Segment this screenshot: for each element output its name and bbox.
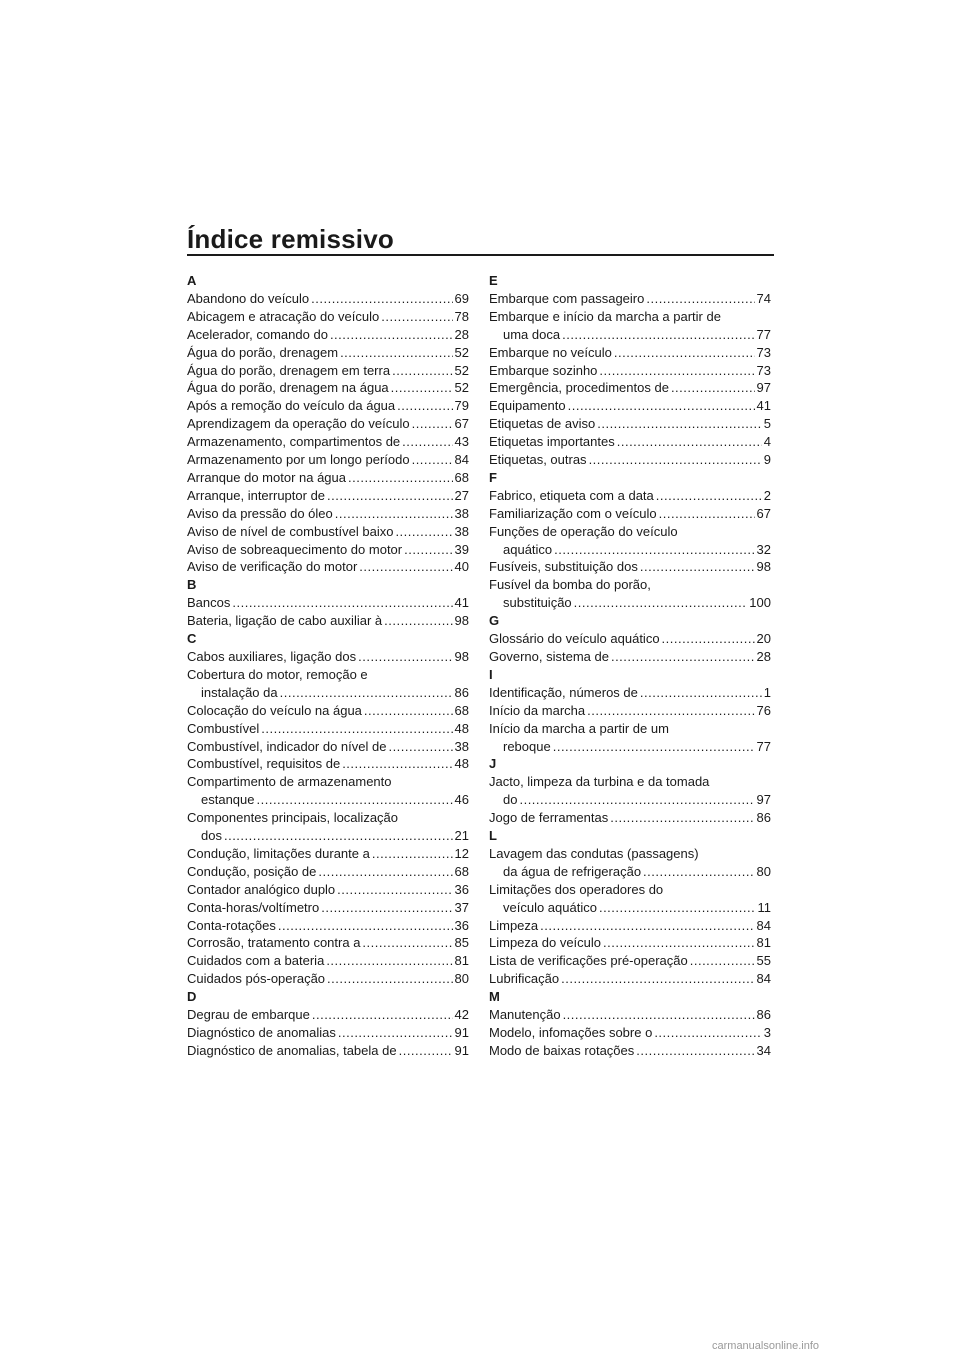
index-entry xyxy=(187,451,469,469)
index-entry-page: 81 xyxy=(454,953,469,969)
index-entry-page: 41 xyxy=(454,595,469,611)
index-entry-text: Diagnóstico de anomalias xyxy=(187,1025,336,1040)
index-entry-text: Bateria, ligação de cabo auxiliar à xyxy=(187,613,383,629)
index-entry-text: Condução, posição de xyxy=(187,863,317,879)
index-entry-text: reboque xyxy=(503,738,551,754)
index-entry xyxy=(187,899,469,917)
index-letter-heading: L xyxy=(489,828,497,844)
index-letter-heading: G xyxy=(489,613,500,629)
index-entry-page: 37 xyxy=(454,899,469,915)
index-entry xyxy=(489,558,771,576)
dot-leader xyxy=(327,970,452,988)
index-entry-text: Cuidados pós-operação xyxy=(187,971,326,987)
index-entry-page: 28 xyxy=(454,326,469,342)
index-letter-heading: I xyxy=(489,666,493,682)
index-entry-text: Cuidados com a bateria xyxy=(187,953,325,969)
index-entry-page: 97 xyxy=(756,792,771,808)
index-entry-text: Fabrico, etiqueta com a data xyxy=(489,487,654,503)
index-entry-text: Abandono do veículo xyxy=(187,290,310,306)
index-entry-text: Limpeza do veículo xyxy=(489,935,602,951)
index-entry-page: 39 xyxy=(454,541,469,557)
index-entry-page: 38 xyxy=(454,505,469,521)
dot-leader xyxy=(640,684,762,702)
index-entry xyxy=(489,1042,771,1060)
index-entry xyxy=(489,630,771,648)
dot-leader xyxy=(335,505,453,523)
index-entry xyxy=(187,290,469,308)
index-entry-text: Arranque do motor na água xyxy=(187,469,346,485)
dot-leader xyxy=(662,630,755,648)
dot-leader xyxy=(327,487,453,505)
index-entry-page: 100 xyxy=(749,595,771,611)
index-entry-text: Início da marcha a partir de um xyxy=(489,720,669,736)
index-entry xyxy=(187,362,469,380)
index-column-right xyxy=(489,272,771,1060)
index-entry-text: Etiquetas, outras xyxy=(489,452,587,468)
index-entry xyxy=(187,469,469,487)
dot-leader xyxy=(358,648,452,666)
index-entry xyxy=(489,487,771,505)
index-entry-text: Água do porão, drenagem xyxy=(187,344,339,360)
index-entry-page: 98 xyxy=(756,559,771,575)
dot-leader xyxy=(562,326,754,344)
index-entry-page: 55 xyxy=(756,953,771,969)
index-entry-text: Degrau de embarque xyxy=(187,1007,310,1023)
dot-leader xyxy=(359,558,452,576)
index-entry-text: Aviso de verificação do motor xyxy=(187,559,358,575)
index-entry xyxy=(489,576,771,612)
index-entry-page: 42 xyxy=(454,1007,469,1023)
index-entry-text: Aviso de nível de combustível baixo xyxy=(187,523,394,539)
index-entry-page: 36 xyxy=(454,917,469,933)
dot-leader xyxy=(338,1024,453,1042)
dot-leader xyxy=(656,487,762,505)
index-entry-text: Após a remoção do veículo da água xyxy=(187,398,396,414)
index-entry-page: 40 xyxy=(454,559,469,575)
index-entry-page: 91 xyxy=(454,1042,469,1058)
index-entry-page: 80 xyxy=(756,863,771,879)
index-entry-text: Início da marcha xyxy=(489,702,586,718)
index-entry-text: Cobertura do motor, remoção e xyxy=(187,666,368,682)
index-entry-text: Lavagem das condutas (passagens) xyxy=(489,845,699,861)
index-entry-text: Abicagem e atracação do veículo xyxy=(187,308,380,324)
dot-leader xyxy=(603,934,755,952)
dot-leader xyxy=(381,308,452,326)
index-entry xyxy=(187,415,469,433)
index-entry-text: instalação da xyxy=(201,684,278,700)
dot-leader xyxy=(690,952,755,970)
dot-leader xyxy=(362,934,452,952)
dot-leader xyxy=(636,1042,754,1060)
index-entry-text: Componentes principais, localização xyxy=(187,810,399,826)
index-entry xyxy=(187,541,469,559)
index-entry-page: 98 xyxy=(454,648,469,664)
index-entry-page: 5 xyxy=(763,416,771,432)
index-entry-page: 73 xyxy=(756,362,771,378)
index-entry xyxy=(489,397,771,415)
index-entry-page: 36 xyxy=(454,881,469,897)
index-entry xyxy=(489,308,771,344)
dot-leader xyxy=(553,738,755,756)
index-entry xyxy=(489,809,771,827)
index-entry-page: 85 xyxy=(454,935,469,951)
dot-leader xyxy=(391,379,453,397)
index-entry-page: 68 xyxy=(454,702,469,718)
index-entry xyxy=(489,433,771,451)
index-entry-text: Familiarização com o veículo xyxy=(489,505,657,521)
index-entry-text: Conta-horas/voltímetro xyxy=(187,899,320,915)
index-entry-page: 79 xyxy=(454,398,469,414)
index-entry-text: substituição xyxy=(503,595,572,611)
dot-leader xyxy=(337,881,452,899)
index-entry-text: Compartimento de armazenamento xyxy=(187,774,392,790)
index-entry-text: Emergência, procedimentos de xyxy=(489,380,669,396)
index-entry-text: Equipamento xyxy=(489,398,566,414)
index-letter-heading: A xyxy=(187,273,197,288)
dot-leader xyxy=(599,362,754,380)
index-entry-text: Limitações dos operadores do xyxy=(489,881,664,897)
index-entry-text: Armazenamento por um longo período xyxy=(187,452,410,468)
dot-leader xyxy=(397,397,452,415)
index-entry xyxy=(187,648,469,666)
index-entry-page: 34 xyxy=(756,1042,771,1058)
dot-leader xyxy=(392,362,452,380)
dot-leader xyxy=(388,738,452,756)
index-entry-page: 69 xyxy=(454,290,469,306)
index-entry-text: Acelerador, comando do xyxy=(187,326,328,342)
index-entry xyxy=(489,505,771,523)
dot-leader xyxy=(659,505,755,523)
index-entry xyxy=(489,684,771,702)
index-entry xyxy=(187,738,469,756)
index-entry xyxy=(187,397,469,415)
dot-leader xyxy=(404,541,452,559)
dot-leader xyxy=(597,415,762,433)
dot-leader xyxy=(589,451,762,469)
index-entry-text: Etiquetas importantes xyxy=(489,434,615,450)
dot-leader xyxy=(554,541,754,559)
index-entry xyxy=(187,809,469,845)
index-entry-text: Embarque com passageiro xyxy=(489,290,645,306)
index-entry-page: 74 xyxy=(756,290,771,306)
index-entry-page: 78 xyxy=(454,308,469,324)
dot-leader xyxy=(561,970,754,988)
index-entry-text: dos xyxy=(201,828,222,844)
index-entry-text: Combustível xyxy=(187,720,260,736)
index-entry xyxy=(489,720,771,756)
index-entry-text: Glossário do veículo aquático xyxy=(489,631,660,647)
index-entry-page: 3 xyxy=(763,1024,771,1040)
index-entry-text: Conta-rotações xyxy=(187,917,276,933)
dot-leader xyxy=(348,469,453,487)
dot-leader xyxy=(321,899,452,917)
index-entry-text: Diagnóstico de anomalias, tabela de xyxy=(187,1042,397,1058)
index-entry-text: do xyxy=(503,792,518,808)
index-letter-heading: M xyxy=(489,989,500,1005)
watermark: carmanualsonline.info xyxy=(712,1340,820,1352)
index-entry-text: Funções de operação do veículo xyxy=(489,523,678,539)
dot-leader xyxy=(654,1024,761,1042)
index-entry-page: 86 xyxy=(454,684,469,700)
index-entry-page: 67 xyxy=(756,505,771,521)
dot-leader xyxy=(342,755,452,773)
index-entry-page: 38 xyxy=(454,738,469,754)
dot-leader xyxy=(372,845,453,863)
index-letter-heading: C xyxy=(187,631,197,647)
index-entry-text: Aviso da pressão do óleo xyxy=(187,505,333,521)
index-entry xyxy=(489,523,771,559)
index-entry-page: 11 xyxy=(757,899,771,915)
index-entry-text: Jacto, limpeza da turbina e da tomada xyxy=(489,774,710,790)
dot-leader xyxy=(563,1006,755,1024)
dot-leader xyxy=(330,326,453,344)
index-entry-page: 97 xyxy=(756,380,771,396)
index-entry-text: Cabos auxiliares, ligação dos xyxy=(187,648,357,664)
dot-leader xyxy=(412,451,453,469)
index-entry xyxy=(489,970,771,988)
index-entry xyxy=(489,952,771,970)
dot-leader xyxy=(610,809,754,827)
index-entry-text: Limpeza xyxy=(489,917,539,933)
index-entry-page: 98 xyxy=(454,613,469,629)
index-entry-page: 28 xyxy=(756,648,771,664)
index-letter-heading: J xyxy=(489,756,497,772)
index-entry xyxy=(187,379,469,397)
index-entry-text: Combustível, requisitos de xyxy=(187,756,341,772)
index-entry xyxy=(489,881,771,917)
dot-leader xyxy=(384,612,452,630)
title-rule xyxy=(187,254,774,256)
dot-leader xyxy=(617,433,762,451)
index-entry-page: 46 xyxy=(454,792,469,808)
index-entry xyxy=(489,845,771,881)
index-entry-page: 80 xyxy=(454,971,469,987)
dot-leader xyxy=(261,720,452,738)
index-entry-page: 52 xyxy=(454,380,469,396)
index-entry xyxy=(187,755,469,773)
dot-leader xyxy=(519,791,754,809)
index-entry xyxy=(187,487,469,505)
index-entry xyxy=(489,917,771,935)
dot-leader xyxy=(640,558,755,576)
dot-leader xyxy=(611,648,755,666)
index-entry-page: 27 xyxy=(454,487,469,503)
index-entry xyxy=(187,720,469,738)
index-entry-text: Condução, limitações durante a xyxy=(187,845,370,861)
index-entry-page: 68 xyxy=(454,863,469,879)
index-entry-page: 84 xyxy=(756,917,771,933)
index-letter-heading: D xyxy=(187,989,197,1005)
dot-leader xyxy=(257,791,453,809)
index-entry-text: Etiquetas de aviso xyxy=(489,416,596,432)
dot-leader xyxy=(614,344,755,362)
index-entry-text: Colocação do veículo na água xyxy=(187,702,362,718)
index-entry xyxy=(489,362,771,380)
dot-leader xyxy=(278,917,453,935)
index-entry-text: Jogo de ferramentas xyxy=(489,810,609,826)
dot-leader xyxy=(326,952,452,970)
index-entry-page: 21 xyxy=(454,828,469,844)
index-entry xyxy=(187,326,469,344)
index-entry xyxy=(187,558,469,576)
index-entry xyxy=(489,290,771,308)
index-entry xyxy=(489,1006,771,1024)
dot-leader xyxy=(587,702,754,720)
index-entry-page: 73 xyxy=(756,344,771,360)
index-entry xyxy=(187,863,469,881)
index-entry xyxy=(489,379,771,397)
index-entry-page: 68 xyxy=(454,469,469,485)
index-entry xyxy=(187,1024,469,1042)
dot-leader xyxy=(412,415,453,433)
index-entry-page: 20 xyxy=(756,631,771,647)
index-entry xyxy=(489,344,771,362)
index-entry xyxy=(187,666,469,702)
index-entry xyxy=(187,344,469,362)
dot-leader xyxy=(312,1006,453,1024)
index-entry-text: Combustível, indicador do nível de xyxy=(187,738,387,754)
index-entry-page: 38 xyxy=(454,523,469,539)
index-entry-text: Identificação, números de xyxy=(489,684,638,700)
index-entry-page: 52 xyxy=(454,344,469,360)
index-entry-page: 41 xyxy=(756,398,771,414)
index-entry-page: 86 xyxy=(756,810,771,826)
index-entry xyxy=(489,1024,771,1042)
index-entry xyxy=(187,934,469,952)
index-entry xyxy=(187,970,469,988)
dot-leader xyxy=(318,863,452,881)
index-entry-page: 1 xyxy=(763,684,771,700)
index-entry-text: da água de refrigeração xyxy=(503,863,642,879)
index-entry xyxy=(489,934,771,952)
dot-leader xyxy=(671,379,755,397)
index-entry-text: Contador analógico duplo xyxy=(187,881,336,897)
index-entry xyxy=(187,881,469,899)
index-entry-text: Embarque sozinho xyxy=(489,362,598,378)
index-entry xyxy=(187,845,469,863)
index-entry-text: Lubrificação xyxy=(489,971,560,987)
index-entry xyxy=(489,702,771,720)
index-entry-page: 12 xyxy=(454,845,469,861)
index-letter-heading: F xyxy=(489,469,497,485)
index-entry-text: Fusível da bomba do porão, xyxy=(489,577,651,593)
index-entry-text: Embarque e início da marcha a partir de xyxy=(489,308,721,324)
dot-leader xyxy=(574,594,748,612)
index-entry xyxy=(187,1042,469,1060)
dot-leader xyxy=(364,702,453,720)
index-entry-text: uma doca xyxy=(503,326,561,342)
index-entry-page: 81 xyxy=(756,935,771,951)
index-entry xyxy=(187,505,469,523)
index-entry-page: 67 xyxy=(454,416,469,432)
index-entry-text: Embarque no veículo xyxy=(489,344,612,360)
index-letter-heading: E xyxy=(489,273,498,288)
index-entry-page: 48 xyxy=(454,756,469,772)
dot-leader xyxy=(568,397,755,415)
index-entry xyxy=(187,612,469,630)
dot-leader xyxy=(232,594,452,612)
dot-leader xyxy=(340,344,452,362)
index-entry xyxy=(187,433,469,451)
dot-leader xyxy=(540,917,754,935)
index-entry-page: 91 xyxy=(454,1025,469,1040)
index-entry-text: Lista de verificações pré-operação xyxy=(489,953,688,969)
dot-leader xyxy=(599,899,756,917)
index-entry-text: Manutenção xyxy=(489,1007,561,1023)
index-entry-page: 4 xyxy=(763,434,771,450)
index-entry-text: Água do porão, drenagem na água xyxy=(187,380,389,396)
index-entry-text: Modo de baixas rotações xyxy=(489,1042,635,1058)
index-entry-text: Governo, sistema de xyxy=(489,648,609,664)
index-entry-text: Aviso de sobreaquecimento do motor xyxy=(187,541,403,557)
index-entry-page: 84 xyxy=(454,452,469,468)
index-entry xyxy=(187,523,469,541)
dot-leader xyxy=(643,863,754,881)
dot-leader xyxy=(311,290,452,308)
index-entry-text: Arranque, interruptor de xyxy=(187,487,326,503)
index-entry xyxy=(187,1006,469,1024)
index-entry-text: Aprendizagem da operação do veículo xyxy=(187,416,410,432)
index-entry-page: 2 xyxy=(763,487,771,503)
index-entry-text: estanque xyxy=(201,792,255,808)
index-entry xyxy=(187,308,469,326)
index-entry-page: 32 xyxy=(756,541,771,557)
index-entry-page: 43 xyxy=(454,434,469,450)
dot-leader xyxy=(224,827,453,845)
index-entry xyxy=(187,773,469,809)
index-entry-text: aquático xyxy=(503,541,553,557)
index-entry-page: 52 xyxy=(454,362,469,378)
index-entry-text: veículo aquático xyxy=(503,899,597,915)
index-entry-page: 48 xyxy=(454,720,469,736)
page-title: Índice remissivo xyxy=(187,224,394,254)
dot-leader xyxy=(399,1042,453,1060)
dot-leader xyxy=(395,523,452,541)
dot-leader xyxy=(646,290,754,308)
index-entry-page: 76 xyxy=(756,702,771,718)
index-entry xyxy=(489,773,771,809)
index-entry-page: 86 xyxy=(756,1007,771,1023)
index-entry xyxy=(187,917,469,935)
index-entry-text: Armazenamento, compartimentos de xyxy=(187,434,401,450)
index-letter-heading: B xyxy=(187,577,197,593)
index-entry xyxy=(187,594,469,612)
index-entry xyxy=(489,415,771,433)
index-entry xyxy=(187,702,469,720)
index-entry-text: Água do porão, drenagem em terra xyxy=(187,362,391,378)
index-entry-text: Corrosão, tratamento contra a xyxy=(187,935,361,951)
index-entry xyxy=(489,451,771,469)
dot-leader xyxy=(280,684,453,702)
dot-leader xyxy=(402,433,452,451)
index-entry-text: Modelo, infomações sobre o xyxy=(489,1024,653,1040)
index-column-left xyxy=(187,272,469,1060)
index-entry-page: 84 xyxy=(756,971,771,987)
index-entry xyxy=(187,952,469,970)
index-entry-page: 77 xyxy=(756,738,771,754)
index-entry-text: Bancos xyxy=(187,595,231,611)
index-entry-page: 9 xyxy=(763,452,771,468)
index-entry-text: Fusíveis, substituição dos xyxy=(489,559,638,575)
index-entry-page: 77 xyxy=(756,326,771,342)
index-entry xyxy=(489,648,771,666)
